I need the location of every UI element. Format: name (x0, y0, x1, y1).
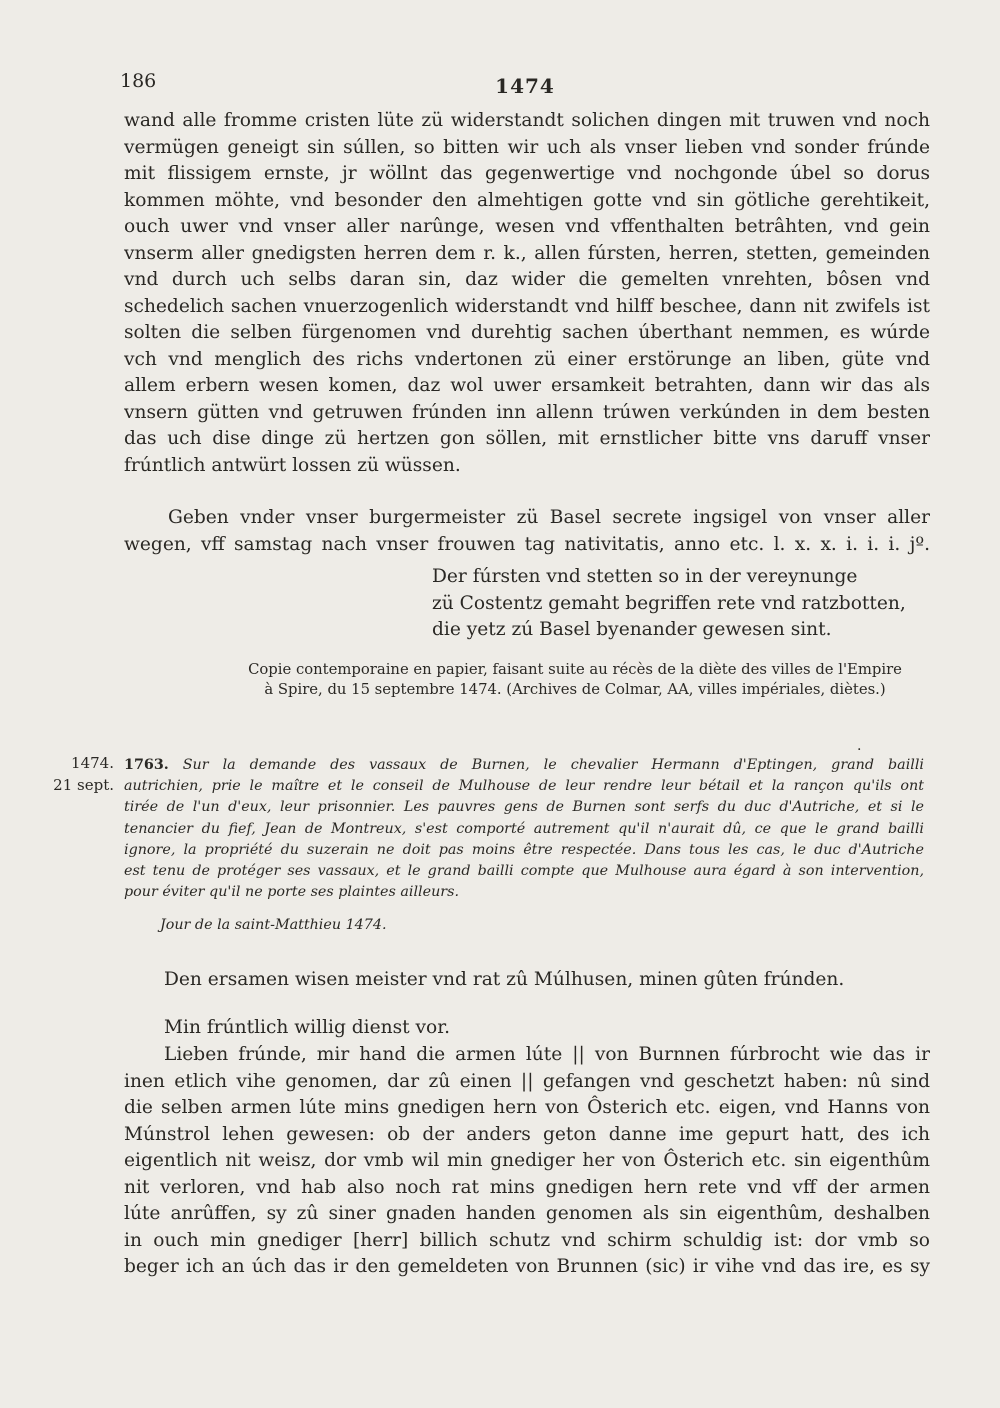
signature-line: Der fúrsten vnd stetten so in der vereynunge (432, 566, 858, 587)
previous-document-body (124, 108, 930, 479)
text-line: Lieben frúnde, mir hand die armen lúte || von Burnnen fúrbrocht wie das ir (164, 1044, 930, 1065)
margin-date (20, 752, 114, 796)
running-year: 1474 (495, 74, 555, 98)
summary-date: Jour de la saint-Matthieu 1474. (160, 917, 387, 933)
text-line: inen etlich vihe genomen, dar zû einen || gefangen vnd geschetzt haben: nû sind (124, 1070, 930, 1092)
summary-first-line (124, 755, 924, 776)
page-header (120, 70, 930, 104)
text-line: kommen möhte, vnd besonder den almehtigen gotte vnd sin götliche gerehtikeit, (124, 189, 930, 211)
letter-address: Den ersamen wisen meister vnd rat zû Múlhusen, minen gûten frúnden. (164, 969, 845, 990)
source-note-line: à Spire, du 15 septembre 1474. (Archives de Colmar, AA, villes impériales, diètes.) (264, 680, 886, 698)
text-line: Geben vnder vnser burgermeister zü Basel secrete ingsigel von vnser aller (168, 507, 930, 528)
text-line: die selben armen lúte mins gnedigen hern von Ôsterich etc. eigen, vnd Hanns von (124, 1097, 930, 1118)
text-line: vch vnd menglich des richs vndertonen zü einer erstörunge an liben, güte vnd (124, 348, 930, 370)
text-line: beger ich an úch das ir den gemeldeten von Brunnen (sic) ir vihe vnd das ire, es sy (124, 1256, 930, 1277)
text-line: ouch uwer vnd vnser aller narûnge, wesen vnd vffenthalten betrâhten, vnd gein (124, 216, 930, 237)
letter-greeting: Min frúntlich willig dienst vor. (164, 1017, 450, 1038)
text-line: vnsern gütten vnd getruwen frúnden inn allenn trúwen verkúnden in dem besten (124, 401, 930, 423)
signature-block (432, 564, 906, 644)
text-line: eigentlich nit weisz, dor vmb wil min gnediger her von Ôsterich etc. sin eigenthûm (124, 1150, 930, 1171)
margin-year: 1474. (71, 754, 114, 772)
text-line: das uch dise dinge zü hertzen gon söllen, mit ernstlicher bitte vns daruff vnser (124, 428, 930, 449)
text-line: lúte anrûffen, sy zû siner gnaden handen genomen als sin eigenthûm, deshalben (124, 1203, 930, 1224)
text-line: vermügen geneigt sin súllen, so bitten wir uch als vnser lieben vnd sonder frúnde (124, 136, 930, 158)
dating-clause (124, 505, 930, 558)
document-number: 1763. (124, 757, 169, 773)
page-number: 186 (120, 70, 157, 92)
summary-line: est tenu de protéger ses vassaux, et le grand bailli compte que Mulhouse aura égard à son intervention, (124, 863, 924, 880)
summary-line: tirée de l'un d'eux, leur prisonnier. Les pauvres gens de Burnen sont serfs du duc d'Autriche, et si le (124, 799, 924, 816)
text-line: nit verloren, vnd hab also noch rat mins gnedigen hern rete vnd vff der armen (124, 1176, 930, 1198)
text-line: allem erbern wesen komen, daz wol uwer ersamkeit betrahten, dann wir das als (124, 375, 930, 396)
text-line: schedelich sachen vnuerzogenlich widerstandt vnd hilff beschee, dann nit zwifels ist (124, 295, 930, 317)
source-note (228, 660, 922, 699)
document-summary (124, 755, 924, 903)
signature-line: die yetz zú Basel byenander gewesen sint. (432, 619, 832, 640)
text-line: wegen, vff samstag nach vnser frouwen tag nativitatis, anno etc. l. x. x. i. i. i. jº. (124, 533, 930, 555)
text-line: frúntlich antwürt lossen zü wüssen. (124, 454, 461, 476)
summary-line: tenancier du fief, Jean de Montreux, s'est comporté autrement qu'il n'aurait dû, ce que le grand bailli (124, 820, 924, 837)
text-line: Múnstrol lehen gewesen: ob der anders geton danne ime gepurt hatt, des ich (124, 1123, 930, 1145)
source-note-line: Copie contemporaine en papier, faisant suite au récès de la diète des villes de l'Empire (248, 661, 902, 678)
summary-line: ignore, la propriété du suzerain ne doit pas moins être respectée. Dans tous les cas, le duc d'Autriche (124, 841, 924, 858)
signature-line: zü Costentz gemaht begriffen rete vnd ratzbotten, (432, 592, 906, 614)
summary-line: pour éviter qu'il ne porte ses plaintes ailleurs. (124, 884, 459, 901)
text-line: solten die selben fürgenomen vnd durehtig sachen úberthant nemmen, es wúrde (124, 322, 930, 343)
dot-mark: . (857, 738, 862, 754)
summary-first-line-text: Sur la demande des vassaux de Burnen, le chevalier Hermann d'Eptingen, grand bailli (182, 757, 924, 773)
letter-body (124, 1042, 930, 1281)
summary-line: autrichien, prie le maître et le conseil de Mulhouse de leur rendre leur bétail et la rançon qu'ils ont (124, 778, 924, 795)
text-line: vnserm aller gnedigsten herren dem r. k., allen fúrsten, herren, stetten, gemeinden (124, 242, 930, 264)
text-line: wand alle fromme cristen lüte zü widerstandt solichen dingen mit truwen vnd noch (124, 110, 930, 131)
text-line: mit flissigem ernste, jr wöllnt das gegenwertige vnd nochgonde úbel so dorus (124, 163, 930, 184)
text-line: in ouch min gnediger [herr] billich schutz vnd schirm schuldig ist: dor vmb so (124, 1229, 930, 1251)
text-line: vnd durch uch selbs daran sin, daz wider die gemelten vnrehten, bôsen vnd (124, 269, 930, 290)
margin-day: 21 sept. (53, 776, 114, 794)
